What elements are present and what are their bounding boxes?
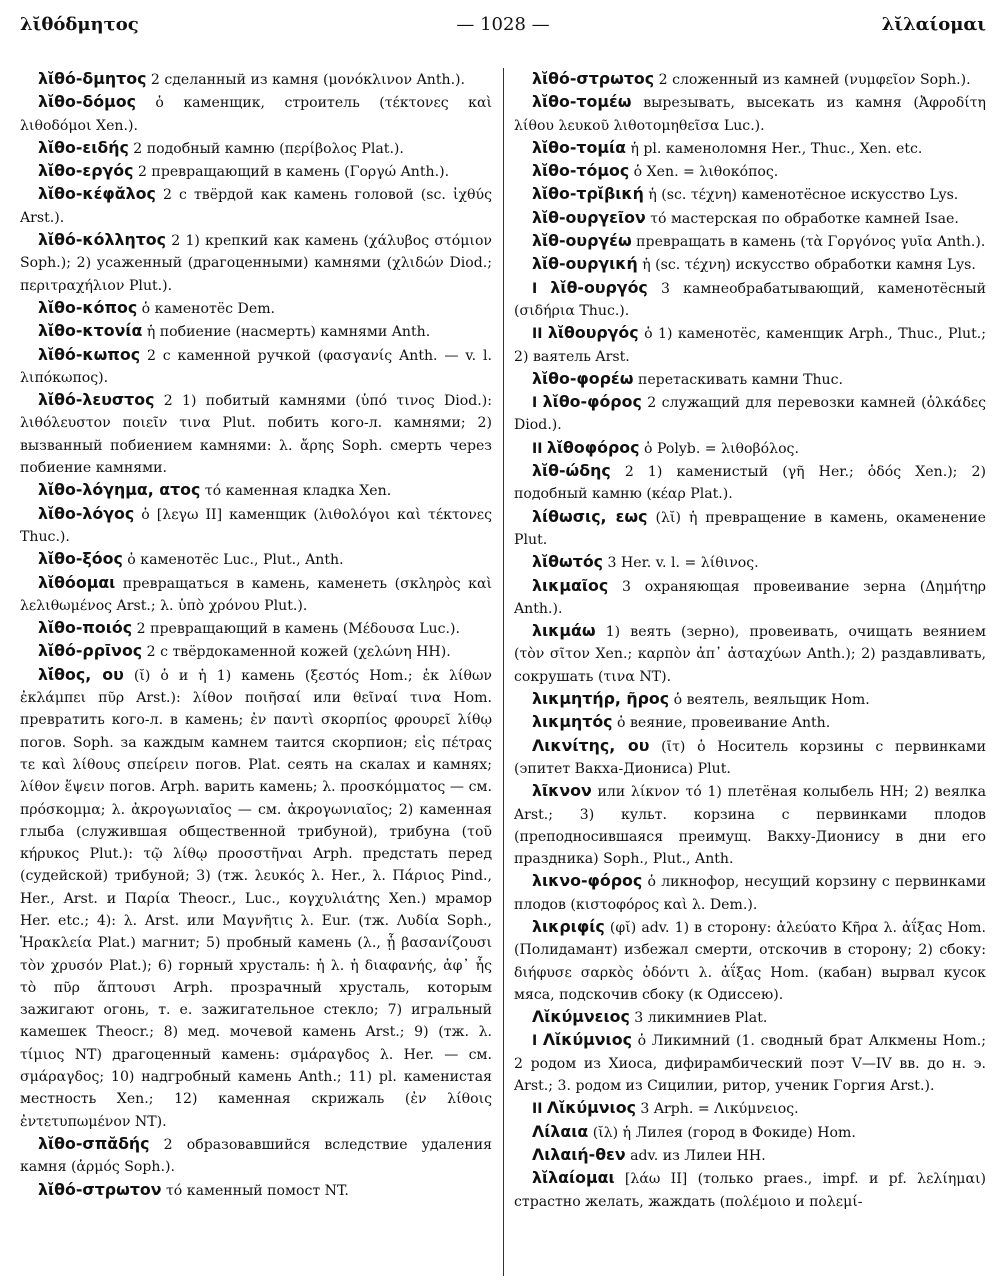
entry-definition: 2 превращающий в камень (Μέδουσα Luc.).	[132, 621, 460, 638]
dictionary-entry	[514, 368, 986, 391]
entry-definition: 2 превращающий в камень (Γοργώ Anth.).	[133, 164, 450, 181]
entry-definition: [λάω II] (только praes., impf. и pf. λελίημαι) страстно желать, жаждать (πολέμοιο и πολεμί-	[514, 1171, 986, 1210]
entry-headword: λῐθ-ουργός	[550, 277, 648, 297]
entry-definition: ὁ каменотёс Dem.	[137, 300, 276, 317]
entry-headword: λῐθό-λευστος	[38, 390, 155, 410]
entry-definition: ὁ Xen. = λιθοκόπος.	[629, 164, 779, 181]
dictionary-entry	[514, 1167, 986, 1213]
entry-definition: ὁ каменщик, строитель (τέκτονες καὶ λιθοδόμοι Xen.).	[20, 95, 492, 134]
entry-headword: λῐθό-κόλλητος	[38, 230, 167, 250]
dictionary-entry	[514, 1121, 986, 1144]
entry-definition: (ῐ) ὁ и ἡ 1) камень (ξεστός Hom.; ἐκ λίθων ἐκλάμπει πῦρ Arst.): λίθον ποιῆσαί или θεῖναί τινα Hom. превратить кого-л. в камень; ἐν παντὶ σκορπίος φρουρεῖ λίθῳ погов. Soph. за каждым камнем таится скорпион; εἰς πέτρας τε καὶ λίθους σπείρειν погов. Plat. сеять на скалах и камнях; λίθον ἕψειν погов. Arph. варить камень; λ. προσκόμματος — см. πρόσκομμα; λ. ἀκρογωνιαῖος — см. ἀκρογωνιαῖος; 2) каменная глыба (служившая общественной трибуной), трибуна (τοῦ κήρυκος Plut.): τῷ λίθῳ προσστῆναι Arph. предстать перед (судейской) трибуной; 3) (тж. λευκός λ. Her., λ. Πάριος Pind., Her., Arst. и Παρία Theocr., Luc., κογχυλιάτης Xen.) мрамор Her. etc.; 4): λ. Arst. или Μαγνῆτις λ. Eur. (тж. Λυδία Soph., Ἡρακλεία Plat.) магнит; 5) пробный камень (λ., ᾗ βασανίζουσι τὸν χρυσόν Plat.); 6) горный хрусталь: ἡ λ. ἡ διαφανής, ἀφ᾽ ἧς τὸ πῦρ ἅπτουσι Arph. прозрачный хрусталь, которым зажигают огонь, т. е. зажигательное стекло; 7) игральный камешек Theocr.; 8) мед. мочевой камень Arst.; 9) (тж. λ. τίμιος NT) драгоценный камень: σμάραγδος λ. Her. — см. σμάραγδος; 10) надгробный камень Anth.; 11) pl. каменистая местность Xen.; 12) каменная скрижаль (ἐν λίθοις ἐντετυπωμένον NT).	[20, 667, 492, 1130]
entry-headword: λῐθό-δμητος	[38, 69, 147, 88]
entry-headword: λῐλαίομαι	[532, 1168, 615, 1188]
entry-definition: 2 с твёрдой как камень головой (sc. ἰχθύς Arst.).	[20, 187, 492, 226]
entry-definition: ὁ [λεγω II] каменщик (λιθολόγοι καὶ τέκτονες Thuc.).	[20, 506, 492, 545]
dictionary-entry	[514, 1029, 986, 1097]
entry-definition: ὁ 1) каменотёс, каменщик Arph., Thuc., Plut.; 2) ваятель Arst.	[514, 326, 986, 365]
entry-headword: λῐθο-φορέω	[532, 368, 634, 388]
entry-definition: ἡ побиение (насмерть) камнями Anth.	[142, 324, 431, 341]
entry-headword: λῐθο-σπᾰδής	[38, 1133, 150, 1153]
entry-definition: 3 ликимниев Plat.	[629, 1010, 768, 1027]
entry-headword: λῐθο-ξόος	[38, 549, 123, 569]
entry-definition: 2 образовавшийся вследствие удаления камня (ἁρμός Soph.).	[20, 1136, 492, 1176]
dictionary-entry	[514, 870, 986, 916]
entry-definition: τό каменный помост NT.	[161, 1182, 349, 1199]
dictionary-entry	[514, 183, 986, 206]
dictionary-entry	[514, 1097, 986, 1120]
entry-definition: ὁ веяние, провеивание Anth.	[612, 715, 831, 732]
entry-definition: 1) веять (зерно), провеивать, очищать веянием (τὸν σῖτον Xen.; καρπὸν ἀπ᾽ ἀσταχύων Anth.); 2) раздавливать, сокрушать (τινα NT).	[514, 624, 986, 685]
entry-definition: перетаскивать камни Thuc.	[633, 371, 843, 388]
entry-definition: 2 1) побитый камнями (ὑπό τινος Diod.): λιθόλευστον ποιεῖν τινα Plut. побить кого-л. камнями; 2) вызванный побиением камнями: λ. ἄρης Soph. смерть через побиение камнями.	[20, 393, 492, 477]
homonym-number: I	[532, 280, 538, 297]
entry-definition: ἡ (sc. τέχνη) искусство обработки камня Lys.	[637, 257, 976, 274]
entry-definition: (ῐλ) ἡ Лилея (город в Фокиде) Hom.	[588, 1124, 856, 1141]
entry-definition: ὁ каменотёс Luc., Plut., Anth.	[122, 552, 344, 569]
entry-definition: 2 с каменной ручкой (φασγανίς Anth. — v. l. λιπόκωπος).	[20, 347, 492, 386]
entry-headword: λικμητήρ, ῆρος	[532, 689, 670, 709]
dictionary-entry	[514, 437, 986, 460]
entry-definition: 3 охраняющая провеивание зерна (Δημήτηρ Anth.).	[514, 578, 986, 617]
entry-headword: Λῐκύμνιος	[546, 1098, 636, 1118]
dictionary-entry	[514, 207, 986, 230]
entry-definition: 2 1) крепкий как камень (χάλυβος στόμιον Soph.); 2) усаженный (драгоценными) камнями (χλιδών Diod.; περιτραχήλιον Plut.).	[20, 233, 492, 294]
entry-headword: λῐθόομαι	[38, 572, 116, 592]
entry-definition: 2 сделанный из камня (μονόκλινον Anth.).	[146, 72, 466, 88]
homonym-number: II	[532, 1101, 543, 1118]
entry-headword: λῐθο-τομία	[532, 137, 626, 157]
entry-headword: λικμαῖος	[532, 575, 609, 595]
entry-headword: Λῐκύμνιος	[542, 1030, 632, 1050]
dictionary-entry	[514, 735, 986, 781]
entry-headword: λῐθό-κωπος	[38, 344, 141, 364]
entry-definition: 2 сложенный из камней (νυμφεῖον Soph.).	[654, 72, 971, 88]
entry-headword: λῐθο-ποιός	[38, 618, 133, 638]
dictionary-entry	[514, 91, 986, 137]
dictionary-entry	[514, 916, 986, 1006]
header-left-headword: λῐθόδμητος	[20, 14, 139, 35]
page-number: — 1028 —	[456, 14, 550, 35]
entry-headword: λῐθο-δόμος	[38, 92, 136, 112]
dictionary-entry	[20, 548, 492, 571]
entry-headword: λίθωσις, εως	[532, 506, 648, 526]
dictionary-entry	[514, 711, 986, 734]
entry-headword: λῐθό-στρωτος	[532, 69, 655, 88]
left-column	[20, 68, 492, 1278]
page-header	[20, 14, 986, 44]
entry-headword: λῐθο-τρῐβική	[532, 184, 644, 204]
entry-headword: λῐθό-ρρῑνος	[38, 641, 143, 661]
entry-definition: ὁ ликнофор, несущий корзину с первинками плодов (κιστοφόρος καὶ λ. Dem.).	[514, 874, 986, 913]
entry-definition: ὁ Ликимний (1. сводный брат Алкмены Hom.; 2 родом из Хиоса, дифирамбический поэт V—IV вв. до н. э. Arst.; 3. родом из Сицилии, ритор, ученик Горгия Arst.).	[514, 1033, 986, 1095]
entry-definition: ὁ веятель, веяльщик Hom.	[669, 692, 870, 709]
entry-headword: λῐθουργός	[547, 323, 639, 343]
entry-definition: 3 Her. v. l. = λίθινος.	[603, 555, 759, 572]
entry-headword: λῖκνον	[532, 781, 592, 801]
entry-definition: 2 подобный камню (περίβολος Plat.).	[128, 140, 404, 157]
entry-headword: λῐθοφόρος	[546, 437, 640, 457]
entry-headword: λῐθο-κέφᾰλος	[38, 184, 156, 204]
entry-definition: 2 служащий для перевозки камней (ὁλκάδες Diod.).	[514, 395, 986, 434]
entry-definition: 3 камнеобрабатывающий, каменотёсный (σιδήρια Thuc.).	[514, 280, 986, 319]
entry-headword: λῐθ-ουργεῖον	[532, 207, 646, 227]
entry-definition: (λῐ) ἡ превращение в камень, окаменение Plut.	[514, 509, 986, 548]
entry-headword: λῐθ-ουργική	[532, 254, 638, 274]
dictionary-entry	[514, 506, 986, 552]
entry-definition: или λίκνον τό 1) плетёная колыбель HH; 2) веялка Arst.; 3) культ. корзина с первинками плодов (преподносившаяся преимущ. Вакху-Дионису в дни его праздника) Soph., Plut., Anth.	[514, 784, 986, 868]
dictionary-entry	[20, 664, 492, 1133]
dictionary-entry	[20, 344, 492, 390]
entry-headword: λῐθο-κόπος	[38, 297, 138, 317]
entry-headword: λῐθο-ειδής	[38, 137, 129, 157]
entry-definition: τό мастерская по обработке камней Isae.	[645, 210, 959, 227]
entry-headword: λῐθο-τομέω	[532, 92, 632, 112]
dictionary-entry	[20, 1179, 492, 1202]
dictionary-entry	[514, 253, 986, 276]
entry-definition: adv. из Лилеи HH.	[625, 1147, 766, 1164]
dictionary-entry	[514, 575, 986, 621]
right-column	[514, 68, 986, 1278]
entry-headword: Λίλαια	[532, 1121, 589, 1141]
entry-definition: (ῑτ) ὁ Носитель корзины с первинками (эпитет Вакха-Диониса) Plut.	[514, 738, 986, 777]
entry-headword: λῐθο-λόγος	[38, 503, 135, 523]
dictionary-entry	[514, 68, 986, 91]
dictionary-entry	[20, 572, 492, 618]
entry-headword: λικμάω	[532, 621, 596, 641]
dictionary-entry	[20, 229, 492, 297]
dictionary-entry	[20, 137, 492, 160]
dictionary-entry	[514, 551, 986, 574]
dictionary-entry	[514, 137, 986, 160]
entry-headword: λῐθ-ώδης	[532, 461, 611, 481]
entry-headword: λῐθο-εργός	[38, 161, 134, 181]
entry-definition: 3 Arph. = Λικύμνειος.	[635, 1101, 799, 1118]
dictionary-entry	[514, 620, 986, 688]
entry-definition: превращаться в камень, каменеть (σκληρὸς καὶ λελιθωμένος Arst.; λ. ὑπὸ χρόνου Plut.).	[20, 575, 492, 614]
entry-definition: превращать в камень (τὰ Γοργόνος γυῖα Anth.).	[631, 234, 986, 251]
entry-headword: λῐθο-φόρος	[542, 392, 642, 412]
homonym-number: I	[532, 1033, 538, 1050]
entry-definition: 2 с твёрдокаменной кожей (χελώνη HH).	[142, 644, 451, 661]
entry-definition: ὁ Polyb. = λιθοβόλος.	[639, 440, 799, 457]
dictionary-entry	[514, 688, 986, 711]
entry-definition: 2 1) каменистый (γῆ Her.; ὁδός Xen.); 2) подобный камню (κέαρ Plat.).	[514, 464, 986, 503]
entry-headword: λῐθ-ουργέω	[532, 231, 632, 251]
dictionary-entry	[20, 503, 492, 549]
dictionary-entry	[20, 183, 492, 229]
dictionary-entry	[514, 322, 986, 368]
dictionary-entry	[514, 460, 986, 506]
dictionary-entry	[514, 230, 986, 253]
header-right-headword: λῐλαίομαι	[881, 14, 986, 35]
entry-headword: Λικνίτης, ου	[532, 735, 650, 755]
entry-headword: λικμητός	[532, 712, 613, 732]
dictionary-entry	[514, 1006, 986, 1029]
dictionary-entry	[20, 389, 492, 479]
dictionary-entry	[514, 1144, 986, 1167]
dictionary-entry	[20, 68, 492, 91]
dictionary-entry	[20, 479, 492, 502]
entry-headword: λῐθο-κτονία	[38, 321, 143, 341]
dictionary-entry	[20, 1133, 492, 1179]
entry-headword: λῐ́θος, ου	[38, 664, 124, 684]
entry-headword: λῐθο-τόμος	[532, 161, 630, 181]
column-divider	[503, 68, 504, 1276]
entry-headword: Λῐκύμνειος	[532, 1007, 630, 1027]
dictionary-entry	[514, 277, 986, 323]
dictionary-entry	[514, 391, 986, 437]
homonym-number: I	[532, 395, 538, 412]
dictionary-entry	[20, 91, 492, 137]
dictionary-entry	[20, 297, 492, 320]
entry-headword: λῐθό-στρωτον	[38, 1179, 162, 1199]
entry-definition: вырезывать, высекать из камня (Ἀφροδίτη λίθου λευκοῦ λιθοτομηθεῖσα Luc.).	[514, 95, 986, 134]
entry-definition: τό каменная кладка Xen.	[200, 483, 392, 500]
entry-headword: Λιλαιή-θεν	[532, 1144, 626, 1164]
homonym-number: II	[532, 440, 543, 457]
dictionary-entry	[514, 160, 986, 183]
entry-definition: ἡ (sc. τέχνη) каменотёсное искусство Lys.	[643, 187, 959, 204]
entry-headword: λικνο-φόρος	[532, 871, 643, 891]
dictionary-entry	[514, 780, 986, 870]
dictionary-entry	[20, 160, 492, 183]
homonym-number: II	[532, 326, 543, 343]
entry-headword: λικριφίς	[532, 916, 605, 936]
dictionary-entry	[20, 617, 492, 640]
entry-definition: (φῐ) adv. 1) в сторону: ἀλεύατο Κῆρα λ. ἀΐξας Hom. (Полидамант) избежал смерти, отскочив в сторону; 2) сбоку: διήφυσε σαρκὸς ὀδόντι λ. ἀΐξας Hom. (кабан) вырвал кусок мяса, подскочив сбоку (к Одиссею).	[514, 919, 986, 1003]
entry-definition: ἡ pl. каменоломня Her., Thuc., Xen. etc.	[625, 140, 923, 157]
entry-headword: λῐθο-λόγημα, ατος	[38, 480, 201, 500]
dictionary-entry	[20, 640, 492, 663]
entry-headword: λῐθωτός	[532, 552, 604, 572]
dictionary-entry	[20, 320, 492, 343]
